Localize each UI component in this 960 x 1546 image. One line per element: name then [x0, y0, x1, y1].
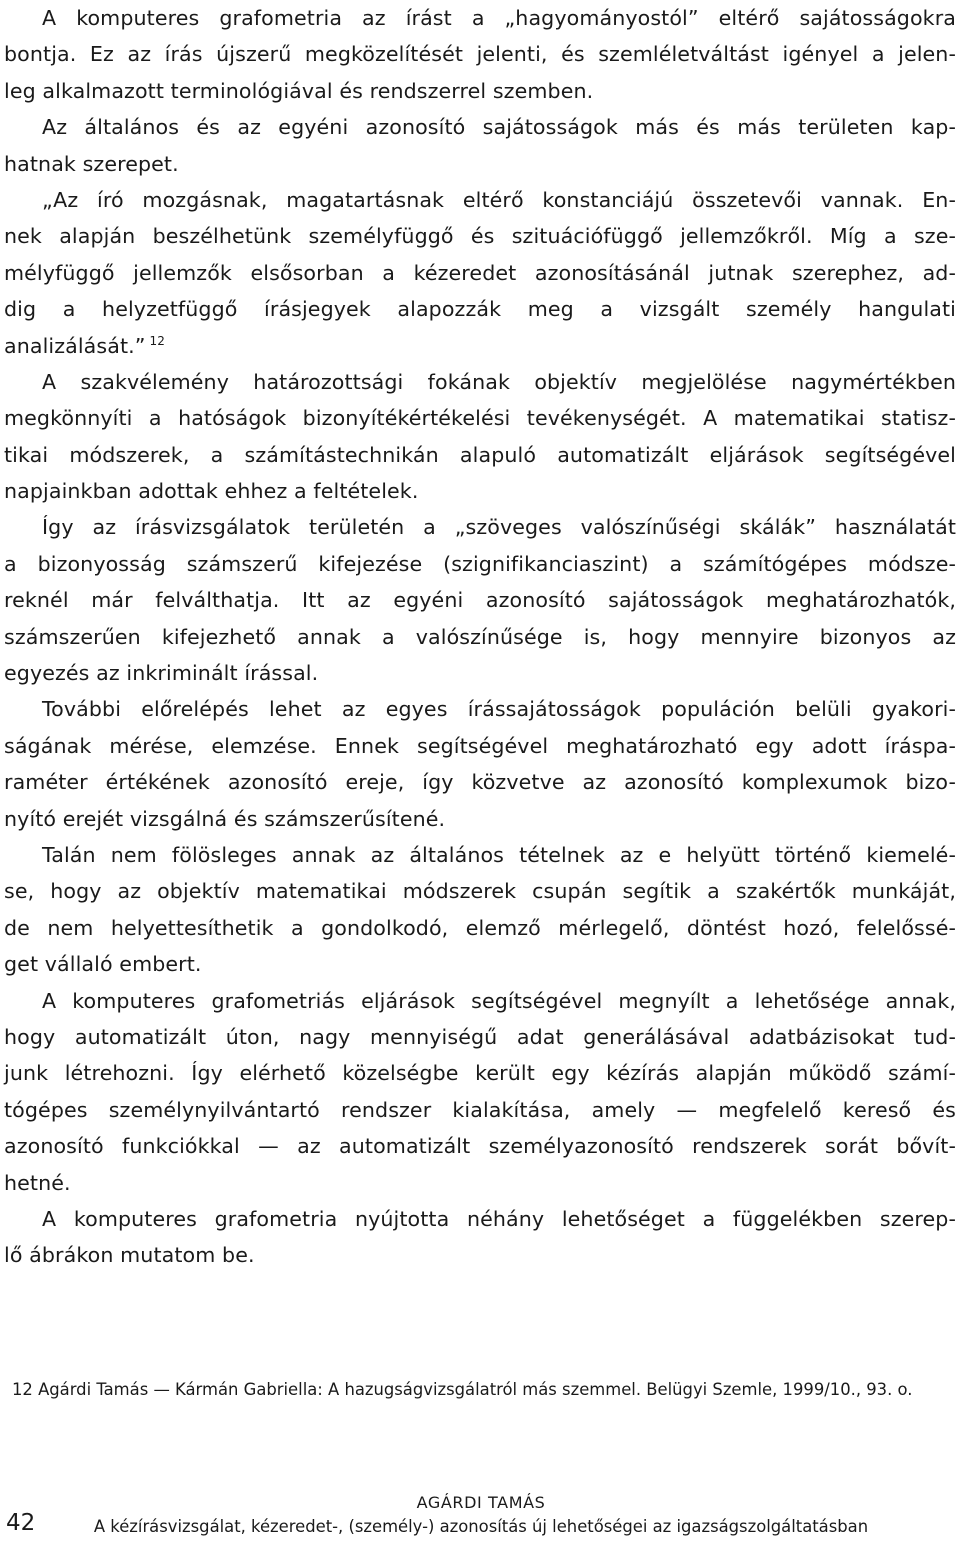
text-line-content: A szakvélemény határozottsági fokának objektív megjelölése nagymértékben — [42, 369, 956, 394]
text-line-content: Így az írásvizsgálatok területén a „szöveges valószínűségi skálák” használatát — [42, 515, 956, 540]
text-line — [4, 546, 956, 582]
text-line — [4, 1165, 956, 1201]
text-line-content: junk létrehozni. Így elérhető közelségbe került egy kézírás alapján működő számí- — [4, 1061, 956, 1086]
page-number: 42 — [6, 1510, 36, 1536]
text-line-content: A komputeres grafometria az írást a „hagyományostól” eltérő sajátosságokra — [42, 6, 956, 30]
text-line-content: egyezés az inkriminált írással. — [4, 661, 319, 686]
running-author: AGÁRDI TAMÁS — [416, 1493, 546, 1512]
text-line — [4, 364, 956, 400]
text-line — [4, 619, 956, 655]
text-line — [4, 910, 956, 946]
text-line — [4, 291, 956, 327]
text-line-content: napjainkban adottak ehhez a feltételek. — [4, 479, 419, 504]
text-line-content: raméter értékének azonosító ereje, így közvetve az azonosító komplexumok bizo- — [4, 770, 956, 795]
text-line-content: analizálását.” — [4, 333, 146, 358]
text-line — [4, 509, 956, 545]
text-line — [4, 837, 956, 873]
text-line — [4, 582, 956, 618]
text-line-content: mélyfüggő jellemzők elsősorban a kézeredet azonosításánál jutnak szerephez, ad- — [4, 260, 956, 285]
text-line-content: Az általános és az egyéni azonosító sajátosságok más és más területen kap- — [42, 115, 956, 140]
text-line-content: se, hogy az objektív matematikai módszerek csupán segítik a szakértők munkáját, — [4, 879, 956, 904]
text-line — [4, 146, 956, 182]
text-line-content: a bizonyosság számszerű kifejezése (szignifikanciaszint) a számítógépes módsze- — [4, 551, 956, 576]
text-line-content: de nem helyettesíthetik a gondolkodó, elemző mérlegelő, döntést hozó, felelőssé- — [4, 915, 956, 940]
text-line — [4, 1092, 956, 1128]
footnote-reference: 12 — [149, 333, 166, 348]
text-line-content: Talán nem fölösleges annak az általános tételnek az e helyütt történő kiemelé- — [42, 842, 956, 867]
text-line-content: hetné. — [4, 1170, 71, 1195]
text-line — [4, 1237, 956, 1273]
text-line — [4, 473, 956, 509]
text-line-content: „Az író mozgásnak, magatartásnak eltérő konstanciájú összetevői vannak. En- — [42, 187, 956, 212]
text-line — [4, 764, 956, 800]
text-line-content: megkönnyíti a hatóságok bizonyítékértékelési tevékenységét. A matematikai statisz- — [4, 406, 956, 431]
text-line-content: További előrelépés lehet az egyes írássajátosságok populáción belüli gyakori- — [42, 697, 956, 722]
text-line — [4, 873, 956, 909]
text-line — [4, 1201, 956, 1237]
text-line — [4, 983, 956, 1019]
text-line-content: hatnak szerepet. — [4, 151, 179, 176]
text-line-content: ságának mérése, elemzése. Ennek segítségével meghatározható egy adott íráspa- — [4, 733, 956, 758]
text-line — [4, 655, 956, 691]
text-line-content: leg alkalmazott terminológiával és rendszerrel szemben. — [4, 78, 594, 103]
text-line-content: tikai módszerek, a számítástechnikán alapuló automatizált eljárások segítségével — [4, 442, 956, 467]
text-line — [4, 1128, 956, 1164]
footnote: 12 Agárdi Tamás — Kármán Gabriella: A hazugságvizsgálatról más szemmel. Belügyi Szemle, 1999/10., 93. o. — [12, 1380, 913, 1399]
body-text — [4, 0, 956, 1274]
text-line-content: get vállaló embert. — [4, 952, 202, 977]
text-line — [4, 36, 956, 72]
text-line-content: bontja. Ez az írás újszerű megközelítését jelenti, és szemléletváltást igényel a jelen- — [4, 42, 956, 67]
text-line — [4, 182, 956, 218]
text-line — [4, 437, 956, 473]
text-line — [4, 1055, 956, 1091]
page-footer — [0, 1490, 960, 1546]
text-line — [4, 328, 956, 364]
text-line — [4, 946, 956, 982]
text-line — [4, 728, 956, 764]
text-line — [4, 801, 956, 837]
text-line-content: számszerűen kifejezhető annak a valószínűsége is, hogy mennyire bizonyos az — [4, 624, 956, 649]
text-line — [4, 73, 956, 109]
text-line-content: nek alapján beszélhetünk személyfüggő és szituációfüggő jellemzőkről. Míg a sze- — [4, 224, 956, 249]
text-line-content: tógépes személynyilvántartó rendszer kialakítása, amely — megfelelő kereső és — [4, 1097, 956, 1122]
text-line — [4, 400, 956, 436]
text-line-content: A komputeres grafometria nyújtotta néhány lehetőséget a függelékben szerep- — [42, 1206, 956, 1231]
text-line-content: azonosító funkciókkal — az automatizált személyazonosító rendszerek sorát bővít- — [4, 1134, 956, 1159]
text-line — [4, 0, 956, 36]
text-line-content: A komputeres grafometriás eljárások segítségével megnyílt a lehetősége annak, — [42, 988, 956, 1013]
text-line-content: lő ábrákon mutatom be. — [4, 1243, 255, 1268]
text-line-content: reknél már felválthatja. Itt az egyéni azonosító sajátosságok meghatározhatók, — [4, 588, 956, 613]
running-title: A kézírásvizsgálat, kézeredet-, (személy-) azonosítás új lehetőségei az igazságszolgáltatásban — [93, 1517, 869, 1536]
text-line — [4, 109, 956, 145]
text-line-content: hogy automatizált úton, nagy mennyiségű adat generálásával adatbázisokat tud- — [4, 1024, 956, 1049]
text-line — [4, 1019, 956, 1055]
text-line-content: dig a helyzetfüggő írásjegyek alapozzák meg a vizsgált személy hangulati — [4, 297, 956, 322]
text-line — [4, 691, 956, 727]
text-line — [4, 255, 956, 291]
text-line — [4, 218, 956, 254]
text-line-content: nyító erejét vizsgálná és számszerűsítené. — [4, 806, 446, 831]
